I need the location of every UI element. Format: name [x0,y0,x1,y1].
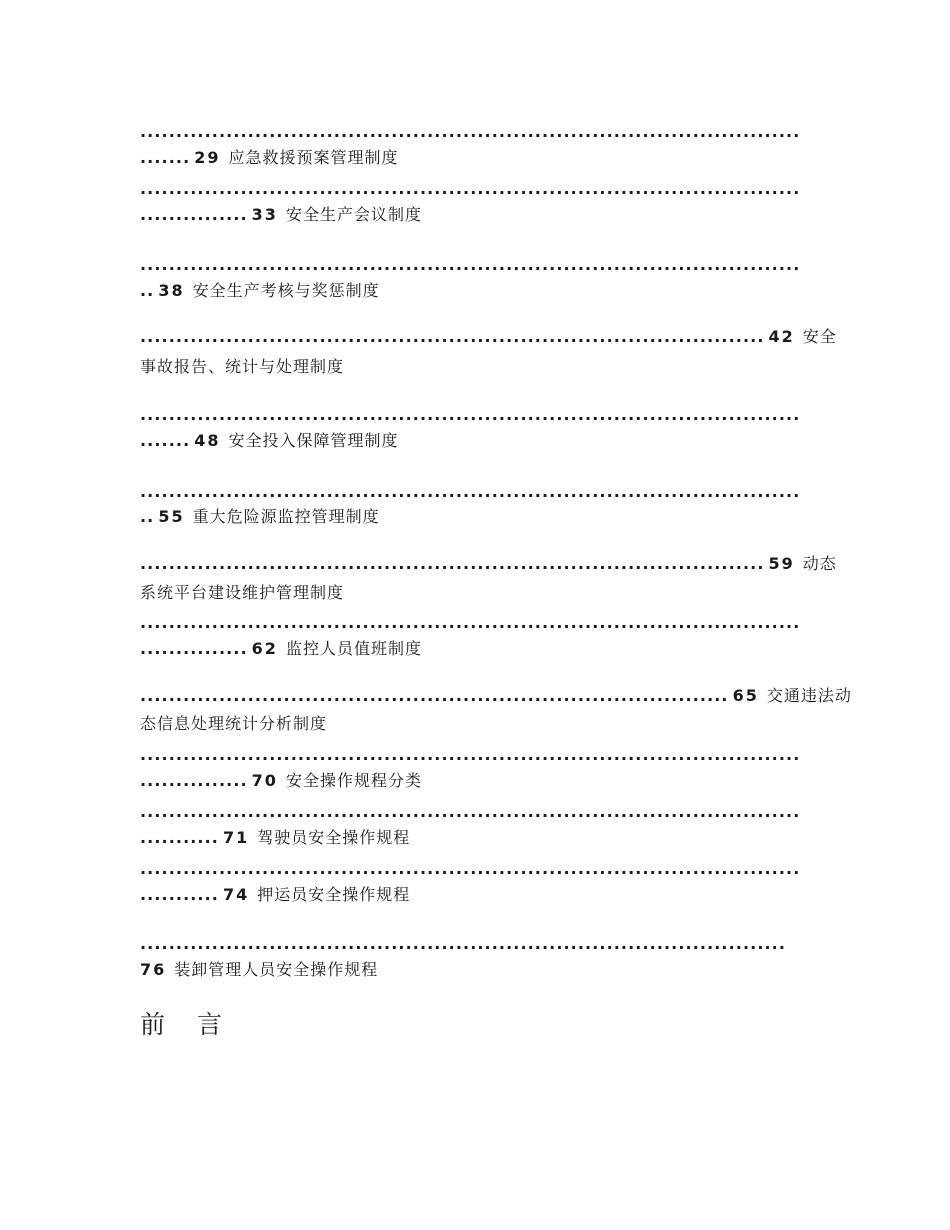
toc-dot-leader [140,745,815,765]
toc-dot-leader [140,179,815,199]
toc-entry-title: 动态 [802,554,837,573]
dot-leader: ............................................................................................ [140,613,801,632]
toc-page-number: 59 [768,554,795,573]
toc-dot-leader [140,122,815,142]
toc-entry[interactable] [140,205,815,225]
toc-entry[interactable] [140,960,815,980]
dot-leader: ............... [140,771,248,790]
toc-page-number: 29 [194,148,221,167]
toc-dot-leader [140,255,815,275]
toc-page-number: 55 [158,507,185,526]
toc-entry-title: 监控人员值班制度 [285,639,422,658]
toc-entry[interactable] [140,686,852,706]
dot-leader: ....... [140,148,191,167]
toc-entry-title: 应急救援预案管理制度 [228,148,399,167]
dot-leader: ............................................................................................ [140,745,801,764]
toc-dot-leader [140,859,815,879]
toc-dot-leader [140,482,815,502]
toc-page-number: 62 [251,639,278,658]
toc-entry-title: 安全生产会议制度 [285,205,422,224]
dot-leader: .. [140,281,155,300]
dot-leader: .................................................................................. [140,686,729,705]
toc-entry[interactable] [140,639,815,659]
toc-entry-title: 系统平台建设维护管理制度 [140,583,345,602]
toc-entry-title: 安全投入保障管理制度 [228,431,399,450]
toc-entry-title: 押运员安全操作规程 [257,885,411,904]
toc-entry[interactable] [140,507,815,527]
dot-leader: ............................................................................................ [140,482,801,501]
dot-leader: ............................................................................................ [140,405,801,424]
toc-page-number: 33 [251,205,278,224]
toc-entry[interactable] [140,885,815,905]
dot-leader: ........... [140,885,219,904]
toc-entry-title: 装卸管理人员安全操作规程 [174,960,379,979]
toc-entry-title: 安全生产考核与奖惩制度 [192,281,380,300]
toc-page-number: 38 [158,281,185,300]
toc-entry[interactable] [140,327,837,347]
dot-leader: ........... [140,828,219,847]
toc-entry[interactable] [140,828,815,848]
dot-leader: .. [140,507,155,526]
toc-entry-title: 事故报告、统计与处理制度 [140,357,345,376]
dot-leader: ............................................................................................ [140,122,801,141]
toc-entry-continued [140,357,815,377]
toc-entry[interactable] [140,554,837,574]
toc-entry-title: 交通违法动 [766,686,852,705]
toc-entry[interactable] [140,771,815,791]
toc-dot-leader [140,934,795,954]
toc-entry-title: 态信息处理统计分析制度 [140,714,328,733]
toc-entry-continued [140,583,815,603]
dot-leader: ............... [140,639,248,658]
dot-leader: ............... [140,205,248,224]
toc-entry-title: 重大危险源监控管理制度 [192,507,380,526]
toc-dot-leader [140,405,815,425]
toc-dot-leader [140,802,815,822]
dot-leader: ............................................................................................ [140,179,801,198]
toc-entry-continued [140,714,815,734]
toc-entry[interactable] [140,281,815,301]
dot-leader: ............................................................................................ [140,255,801,274]
dot-leader: ....................................................................................... [140,327,765,346]
toc-entry-title: 驾驶员安全操作规程 [257,828,411,847]
dot-leader: ............................................................................................ [140,859,801,878]
toc-page-number: 65 [732,686,759,705]
toc-entry-title: 安全操作规程分类 [285,771,422,790]
toc-page-number: 70 [251,771,278,790]
dot-leader: .......................................................................................... [140,934,787,953]
toc-page-number: 48 [194,431,221,450]
toc-page-number: 71 [222,828,250,847]
toc-dot-leader [140,613,815,633]
dot-leader: ....... [140,431,191,450]
toc-page-number: 74 [222,885,250,904]
toc-entry-title: 安全 [802,327,837,346]
toc-entry[interactable] [140,148,815,168]
dot-leader: ....................................................................................... [140,554,765,573]
dot-leader: ............................................................................................ [140,802,801,821]
toc-page-number: 76 [140,960,167,979]
toc-entry[interactable] [140,431,815,451]
section-heading: 前 言 [140,1010,234,1039]
toc-page-number: 42 [768,327,795,346]
